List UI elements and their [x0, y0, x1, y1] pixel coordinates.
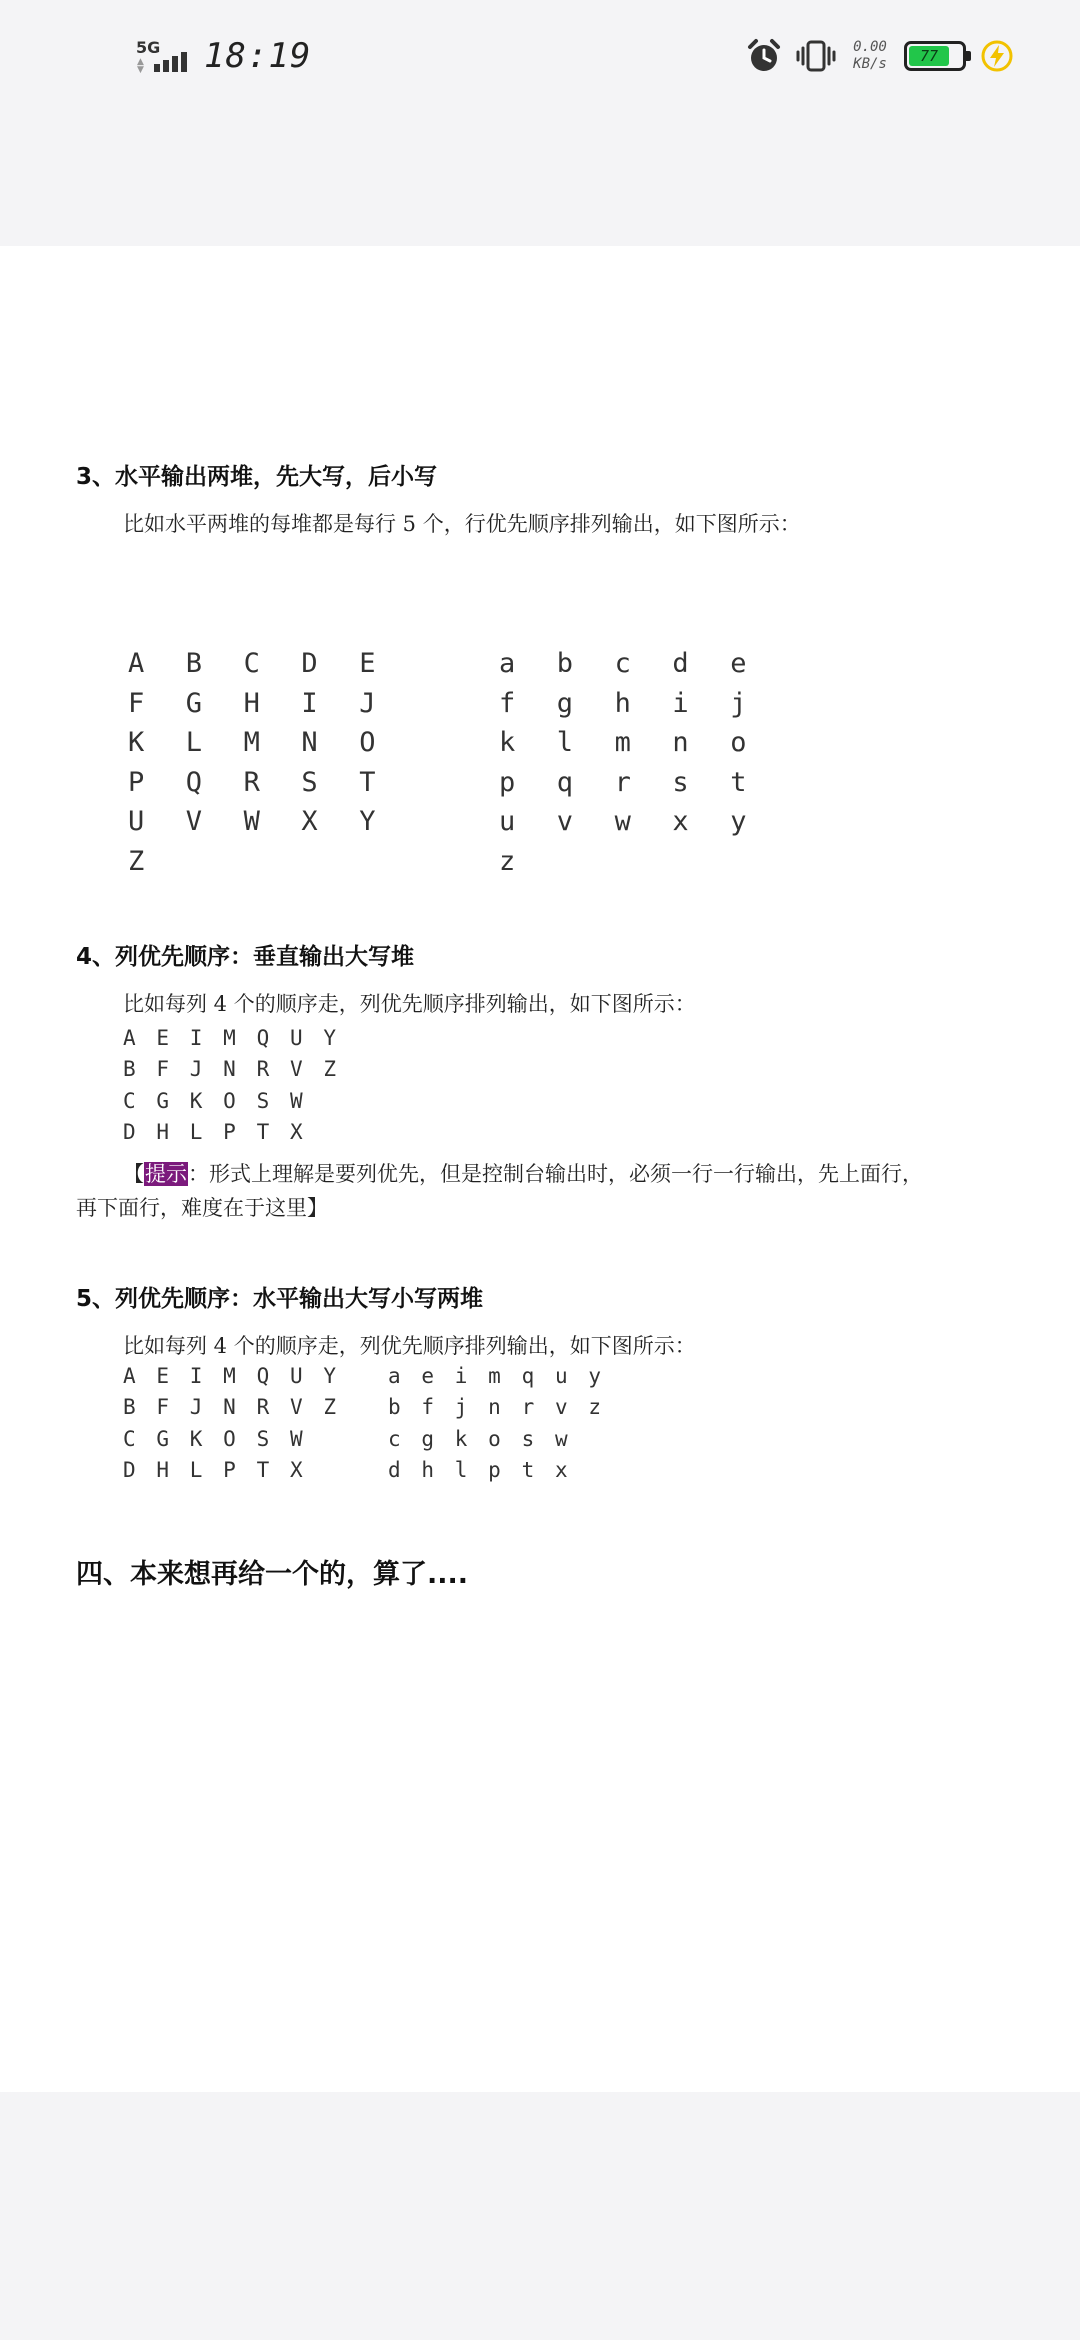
s4-upper-letter: M — [223, 1025, 236, 1050]
s4-upper-letter: R — [256, 1057, 270, 1082]
s4-upper-letter: L — [189, 1120, 203, 1145]
battery-level: 77 — [909, 46, 949, 66]
s3-upper-letter: C — [243, 648, 260, 680]
s3-upper-letter: K — [128, 727, 145, 759]
battery-nub — [966, 51, 971, 61]
s5-upper-letter: I — [189, 1363, 203, 1388]
s3-lower-letter: o — [730, 727, 747, 759]
s3-upper-letter: E — [359, 648, 376, 680]
s4-upper-letter: P — [223, 1120, 236, 1145]
s5-upper-letter: A — [123, 1363, 136, 1388]
s4-upper-letter: G — [156, 1088, 170, 1113]
s4-upper-letter: K — [189, 1088, 203, 1113]
s3-upper-row — [128, 802, 417, 842]
s3-lower-letter: b — [556, 648, 574, 680]
s5-lower-letter: p — [488, 1458, 501, 1483]
charging-icon — [980, 39, 1014, 73]
section-5-description: 比如每列 4 个的顺序走，列优先顺序排列输出，如下图所示： — [123, 1334, 696, 1358]
s4-upper-letter: W — [289, 1088, 303, 1113]
section-3-uppercase-grid — [128, 644, 417, 881]
s3-upper-letter: U — [128, 806, 145, 838]
s4-upper-letter: O — [223, 1088, 236, 1113]
s3-lower-row — [499, 802, 788, 842]
s5-upper-letter: Z — [323, 1395, 336, 1420]
s4-upper-letter: J — [189, 1057, 203, 1082]
speed-unit: KB/s — [853, 56, 887, 72]
s4-upper-letter: B — [123, 1057, 136, 1082]
s3-lower-letter: c — [614, 648, 631, 680]
signal-icon — [134, 36, 192, 76]
s3-lower-letter: l — [556, 727, 574, 759]
s3-lower-letter: q — [556, 766, 574, 798]
s3-upper-letter: R — [243, 766, 260, 798]
s3-upper-letter: A — [128, 648, 145, 680]
s3-lower-letter: e — [730, 648, 747, 680]
s4-upper-letter: N — [223, 1057, 236, 1082]
s3-lower-row — [499, 763, 788, 803]
s5-lower-letter: d — [388, 1458, 401, 1483]
s3-upper-row — [128, 763, 417, 803]
s5-upper-letter: S — [256, 1426, 270, 1451]
s4-upper-letter: U — [289, 1025, 303, 1050]
section-3-heading: 3、水平输出两堆，先大写，后小写 — [76, 464, 438, 490]
status-bar — [0, 0, 1080, 246]
signal-bars — [154, 52, 187, 72]
section-four-heading: 四、本来想再给一个的，算了.... — [76, 1559, 469, 1590]
s3-upper-letter: W — [243, 806, 260, 838]
s4-upper-letter: X — [289, 1120, 303, 1145]
bottom-area — [0, 2092, 1080, 2340]
s5-upper-letter: N — [223, 1395, 236, 1420]
s3-lower-letter: s — [672, 766, 689, 798]
s3-upper-letter: F — [128, 687, 145, 719]
s4-upper-letter: T — [256, 1120, 270, 1145]
s5-lower-letter: k — [454, 1426, 468, 1451]
s5-lower-letter: h — [421, 1458, 435, 1483]
s3-upper-letter: V — [185, 806, 203, 838]
s5-lower-letter: v — [554, 1395, 568, 1420]
s5-lower-letter: t — [521, 1458, 535, 1483]
s4-upper-letter: I — [189, 1025, 203, 1050]
network-speed — [850, 39, 890, 73]
s3-upper-letter: T — [359, 766, 376, 798]
s3-upper-letter: L — [185, 727, 203, 759]
s5-upper-letter: B — [123, 1395, 136, 1420]
s5-upper-letter: J — [189, 1395, 203, 1420]
s5-upper-letter: R — [256, 1395, 270, 1420]
s5-lower-letter: l — [454, 1458, 468, 1483]
s5-lower-row — [388, 1423, 622, 1455]
s3-lower-letter: v — [556, 806, 574, 838]
status-right — [746, 38, 1014, 74]
s5-lower-letter: m — [488, 1363, 501, 1388]
s5-lower-letter: x — [554, 1458, 568, 1483]
s5-lower-letter: o — [488, 1426, 501, 1451]
s5-lower-letter: i — [454, 1363, 468, 1388]
section-4-uppercase-grid — [123, 1022, 357, 1148]
s5-upper-letter: Q — [256, 1363, 270, 1388]
s5-upper-letter: K — [189, 1426, 203, 1451]
s3-lower-letter: w — [614, 806, 631, 838]
s3-lower-letter: i — [672, 687, 689, 719]
status-left — [134, 36, 311, 76]
s5-upper-row — [123, 1423, 357, 1455]
s5-lower-letter: z — [588, 1395, 601, 1420]
s4-upper-letter: Z — [323, 1057, 336, 1082]
s5-lower-letter: c — [388, 1426, 401, 1451]
s3-lower-letter: p — [499, 766, 516, 798]
s3-upper-letter: H — [243, 687, 260, 719]
s4-upper-letter: V — [289, 1057, 303, 1082]
s5-upper-row — [123, 1392, 357, 1424]
hint-bracket: 【 — [123, 1162, 144, 1186]
s5-lower-row — [388, 1360, 622, 1392]
section-3-description: 比如水平两堆的每堆都是每行 5 个，行优先顺序排列输出，如下图所示： — [123, 512, 801, 536]
s4-upper-letter: F — [156, 1057, 170, 1082]
s5-upper-letter: D — [123, 1458, 136, 1483]
s5-lower-letter: q — [521, 1363, 535, 1388]
s5-lower-letter: e — [421, 1363, 435, 1388]
s5-upper-letter: G — [156, 1426, 170, 1451]
document-page — [0, 246, 1080, 2092]
s3-upper-letter: Y — [359, 806, 376, 838]
alarm-icon — [746, 38, 782, 74]
vibrate-icon — [796, 39, 836, 73]
s3-lower-row — [499, 723, 788, 763]
section-5-uppercase-grid — [123, 1360, 357, 1486]
s3-upper-letter: J — [359, 687, 376, 719]
clock: 18:19 — [204, 36, 312, 76]
s3-lower-letter: j — [730, 687, 747, 719]
speed-value: 0.00 — [853, 39, 887, 55]
s5-lower-letter: b — [388, 1395, 401, 1420]
s4-upper-letter: H — [156, 1120, 170, 1145]
s5-upper-letter: H — [156, 1458, 170, 1483]
s3-lower-row — [499, 842, 788, 882]
s3-lower-letter: h — [614, 687, 631, 719]
section-5-lowercase-grid — [388, 1360, 622, 1486]
s3-upper-row — [128, 723, 417, 763]
s3-upper-letter: X — [301, 806, 318, 838]
s3-upper-letter: O — [359, 727, 376, 759]
s5-lower-letter: a — [388, 1363, 401, 1388]
s3-lower-letter: r — [614, 766, 631, 798]
data-arrows-icon: ▲ ▼ — [137, 57, 144, 75]
s5-lower-letter: s — [521, 1426, 535, 1451]
s3-upper-letter: M — [243, 727, 260, 759]
s5-upper-letter: M — [223, 1363, 236, 1388]
network-type: 5G — [136, 38, 161, 57]
s4-upper-letter: E — [156, 1025, 170, 1050]
s5-upper-letter: L — [189, 1458, 203, 1483]
section-4-hint-line2: 再下面行，难度在于这里】 — [76, 1196, 328, 1220]
section-4-description: 比如每列 4 个的顺序走，列优先顺序排列输出，如下图所示： — [123, 992, 696, 1016]
s5-upper-row — [123, 1455, 357, 1487]
section-4-hint — [123, 1158, 923, 1188]
s5-lower-letter: n — [488, 1395, 501, 1420]
s4-upper-row — [123, 1022, 357, 1054]
s5-lower-letter: f — [421, 1395, 435, 1420]
s3-upper-letter: B — [185, 648, 203, 680]
s3-lower-letter: y — [730, 806, 747, 838]
s5-upper-letter: O — [223, 1426, 236, 1451]
s3-lower-letter: d — [672, 648, 689, 680]
s4-upper-letter: A — [123, 1025, 136, 1050]
s5-upper-letter: U — [289, 1363, 303, 1388]
s4-upper-letter: Y — [323, 1025, 336, 1050]
s3-lower-letter: z — [499, 845, 516, 877]
s5-lower-letter: g — [421, 1426, 435, 1451]
s3-lower-letter: n — [672, 727, 689, 759]
s3-lower-letter: m — [614, 727, 631, 759]
s5-lower-letter: w — [554, 1426, 568, 1451]
s3-upper-letter: N — [301, 727, 318, 759]
s3-lower-letter: t — [730, 766, 747, 798]
s5-upper-letter: C — [123, 1426, 136, 1451]
section-3-lowercase-grid — [499, 644, 788, 881]
s3-upper-row — [128, 684, 417, 724]
s3-lower-letter: u — [499, 806, 516, 838]
s4-upper-row — [123, 1117, 357, 1149]
s5-upper-letter: Y — [323, 1363, 336, 1388]
s3-upper-letter: Q — [185, 766, 203, 798]
s3-lower-row — [499, 644, 788, 684]
s3-lower-letter: f — [499, 687, 516, 719]
s5-upper-letter: T — [256, 1458, 270, 1483]
s3-upper-letter: G — [185, 687, 203, 719]
s3-upper-row — [128, 644, 417, 684]
s5-lower-letter: y — [588, 1363, 601, 1388]
s3-lower-letter: x — [672, 806, 689, 838]
battery-icon — [904, 41, 966, 71]
hint-highlight: 提示 — [145, 1162, 187, 1186]
section-4-heading: 4、列优先顺序：垂直输出大写堆 — [76, 944, 415, 970]
s4-upper-letter: C — [123, 1088, 136, 1113]
s3-lower-row — [499, 684, 788, 724]
s5-upper-letter: V — [289, 1395, 303, 1420]
s3-lower-letter: k — [499, 727, 516, 759]
s4-upper-letter: D — [123, 1120, 136, 1145]
s5-upper-letter: W — [289, 1426, 303, 1451]
s5-lower-letter: r — [521, 1395, 535, 1420]
s3-lower-letter: a — [499, 648, 516, 680]
s3-upper-letter: P — [128, 766, 145, 798]
s5-upper-row — [123, 1360, 357, 1392]
s3-upper-row — [128, 842, 417, 882]
s5-lower-letter: j — [454, 1395, 468, 1420]
s3-upper-letter: D — [301, 648, 318, 680]
s4-upper-letter: S — [256, 1088, 270, 1113]
s3-upper-letter: I — [301, 687, 318, 719]
s5-upper-letter: F — [156, 1395, 170, 1420]
s5-upper-letter: P — [223, 1458, 236, 1483]
s3-upper-letter: Z — [128, 845, 145, 877]
s5-lower-row — [388, 1455, 622, 1487]
s5-lower-letter: u — [554, 1363, 568, 1388]
section-5-heading: 5、列优先顺序：水平输出大写小写两堆 — [76, 1286, 484, 1312]
s5-upper-letter: X — [289, 1458, 303, 1483]
s3-lower-letter: g — [556, 687, 574, 719]
s5-lower-row — [388, 1392, 622, 1424]
s3-upper-letter: S — [301, 766, 318, 798]
s5-upper-letter: E — [156, 1363, 170, 1388]
s4-upper-row — [123, 1085, 357, 1117]
s4-upper-letter: Q — [256, 1025, 270, 1050]
s4-upper-row — [123, 1054, 357, 1086]
hint-text: ：形式上理解是要列优先，但是控制台输出时，必须一行一行输出，先上面行， — [188, 1162, 923, 1186]
